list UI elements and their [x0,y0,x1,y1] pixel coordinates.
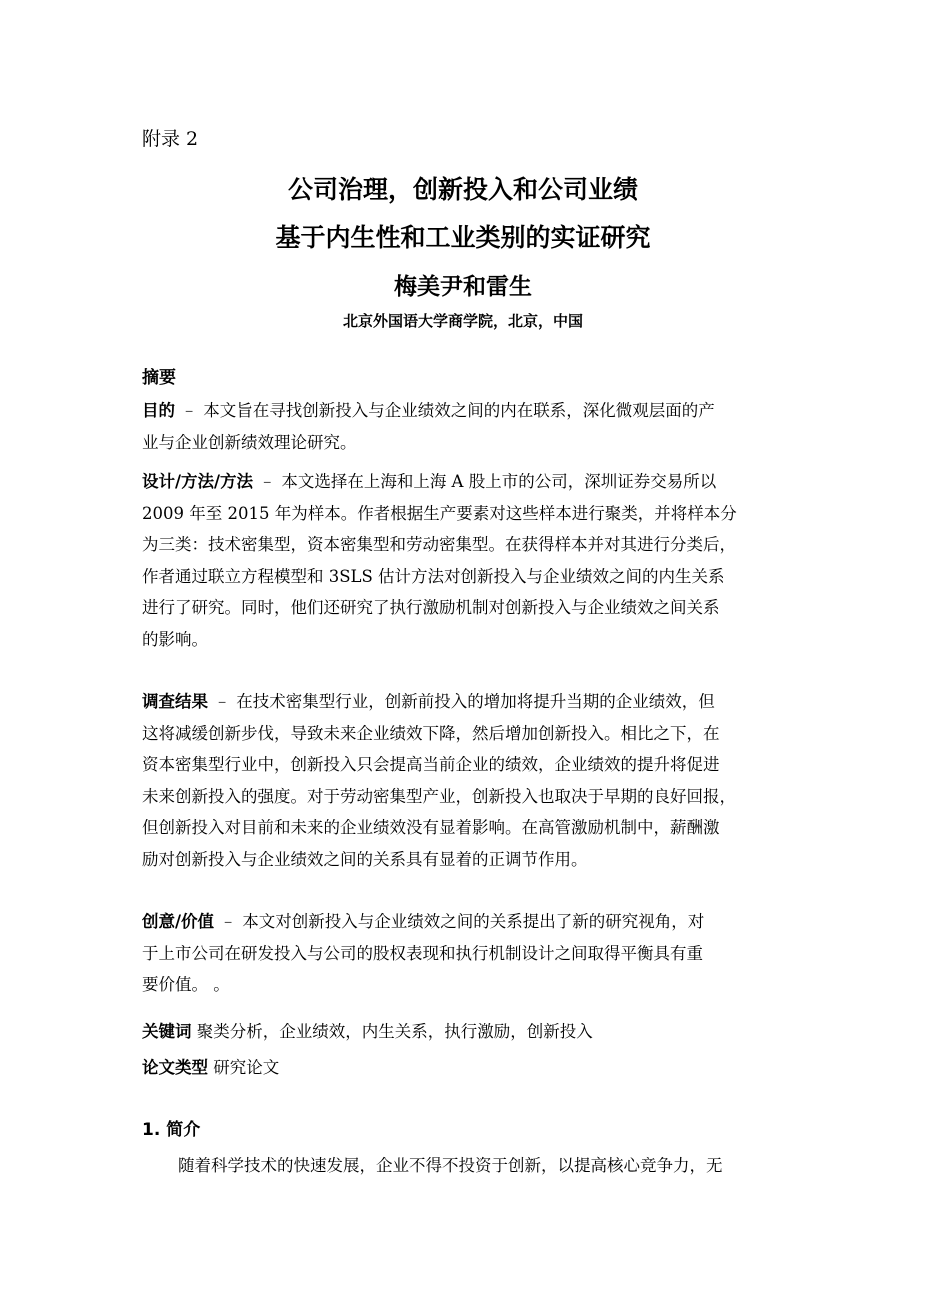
section-heading: 1. 简介 [142,1120,201,1140]
findings-line: 励对创新投入与企业绩效之间的关系具有显着的正调节作用。 [142,849,588,869]
title-line-2: 基于内生性和工业类别的实证研究 [275,223,651,252]
purpose-dash: – [185,401,194,420]
abstract-purpose [142,395,792,458]
appendix-label: 附录 2 [142,128,199,150]
originality-line: 于上市公司在研发投入与公司的股权表现和执行机制设计之间取得平衡具有重 [142,943,703,963]
design-line: 为三类：技术密集型，资本密集型和劳动密集型。在获得样本并对其进行分类后， [142,535,736,554]
keywords-label: 关键词 [142,1022,192,1041]
findings-line: 这将减缓创新步伐，导致未来企业绩效下降，然后增加创新投入。相比之下，在 [142,723,720,743]
findings-line: 资本密集型行业中，创新投入只会提高当前企业的绩效，企业绩效的提升将促进 [142,755,720,774]
abstract-findings [142,686,792,875]
findings-line: 未来创新投入的强度。对于劳动密集型产业，创新投入也取决于早期的良好回报， [142,786,736,806]
findings-line: 但创新投入对目前和未来的企业绩效没有显着影响。在高管激励机制中，薪酬激 [142,818,720,837]
originality-line: 本文对创新投入与企业绩效之间的关系提出了新的研究视角，对 [242,912,705,931]
originality-dash: – [224,912,233,931]
findings-label: 调查结果 [142,692,208,711]
paper-type [142,1054,279,1078]
design-line: 2009 年至 2015 年为样本。作者根据生产要素对这些样本进行聚类，并将样本分 [142,503,737,523]
authors: 梅美尹和雷生 [394,274,532,300]
design-line: 作者通过联立方程模型和 3SLS 估计方法对创新投入与企业绩效之间的内生关系 [142,566,725,586]
findings-dash: – [218,692,227,711]
design-line: 本文选择在上海和上海 A 股上市的公司，深圳证券交易所以 [281,472,717,491]
design-label: 设计/方法/方法 [142,472,254,491]
findings-line: 在技术密集型行业，创新前投入的增加将提升当期的企业绩效，但 [236,692,715,711]
section-body-line: 随着科学技术的快速发展，企业不得不投资于创新，以提高核心竞争力，无 [178,1156,723,1175]
keywords-value: 聚类分析，企业绩效，内生关系，执行激励，创新投入 [196,1022,593,1041]
design-dash: – [263,472,272,491]
abstract-originality [142,906,792,1001]
affiliation: 北京外国语大学商学院，北京，中国 [342,312,583,330]
design-line: 的影响。 [142,629,208,649]
purpose-line: 业与企业创新绩效理论研究。 [142,432,357,452]
abstract-design [142,466,792,655]
keywords [142,1018,593,1042]
paper-type-value: 研究论文 [213,1058,280,1077]
abstract-heading: 摘要 [142,368,176,388]
originality-line: 要价值。 。 [142,975,230,994]
design-line: 进行了研究。同时，他们还研究了执行激励机制对创新投入与企业绩效之间关系 [142,598,720,617]
purpose-line: 本文旨在寻找创新投入与企业绩效之间的内在联系，深化微观层面的产 [203,401,715,420]
title-line-1: 公司治理，创新投入和公司业绩 [287,175,638,204]
originality-label: 创意/价值 [142,912,215,931]
paper-type-label: 论文类型 [142,1058,208,1077]
purpose-label: 目的 [142,401,175,420]
